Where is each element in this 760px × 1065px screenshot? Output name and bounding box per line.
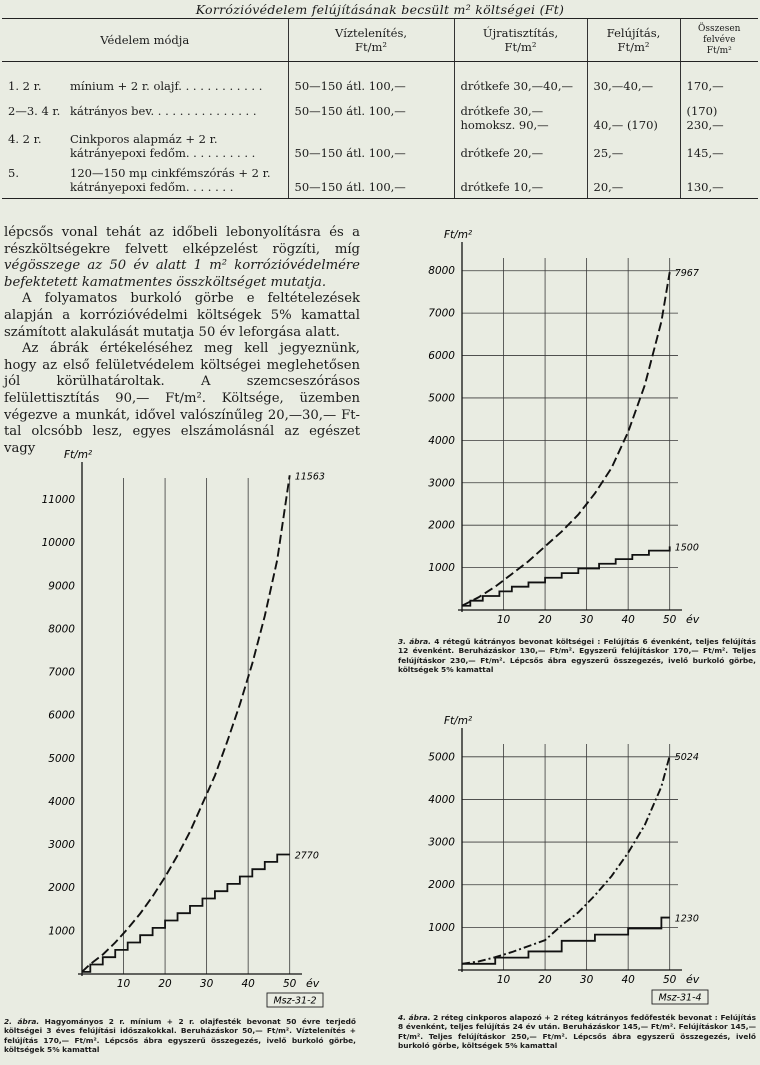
fig3-y-tick-label: 3000 [428, 477, 455, 490]
fig2-y-tick-label: 11000 [41, 494, 75, 507]
fig4-x-tick-label: 50 [663, 974, 677, 986]
row-clean: drótkefe 30,—40,— [454, 62, 587, 94]
row-method: kátrányos bev. . . . . . . . . . . . . . . [70, 104, 257, 118]
row-water: 50—150 átl. 100,— [288, 160, 454, 199]
fig3-end-value-label: 7967 [674, 268, 699, 280]
fig2-y-tick-label: 9000 [48, 580, 75, 593]
row-total: 145,— [680, 132, 758, 160]
header-method: Védelem módja [2, 19, 288, 62]
fig4-y-tick-label: 2000 [428, 879, 455, 892]
row-method: Cinkporos alapmáz + 2 r. kátrányepoxi fedőm. . . . . . . . . . [70, 132, 256, 160]
fig2-series-dashed [82, 475, 290, 972]
fig3-y-tick-label: 7000 [428, 307, 455, 320]
row-method: mínium + 2 r. olajf. . . . . . . . . . . . [70, 79, 263, 93]
fig3-y-tick-label: 8000 [428, 265, 455, 278]
fig2-series-step [82, 855, 290, 972]
row-renew: 30,—40,— [587, 62, 680, 94]
fig4-x-tick-label: 20 [538, 974, 552, 986]
row-number: 5. [8, 166, 19, 180]
fig2-y-tick-label: 8000 [48, 623, 75, 636]
row-clean: drótkefe 10,— [454, 160, 587, 199]
fig3-end-value-label: 1500 [674, 542, 699, 554]
row-number: 2—3. 4 r. [8, 104, 61, 118]
fig2-y-tick-label: 6000 [48, 709, 75, 722]
fig3-x-unit: év [686, 613, 700, 626]
fig4-y-tick-label: 3000 [428, 836, 455, 849]
row-water: 50—150 átl. 100,— [288, 62, 454, 94]
header-clean: Újratisztítás, Ft/m² [454, 19, 587, 62]
row-water: 50—150 átl. 100,— [288, 93, 454, 132]
fig3-x-tick-label: 10 [496, 614, 511, 626]
fig2-y-tick-label: 5000 [48, 752, 75, 765]
row-clean: drótkefe 30,— homoksz. 90,— [454, 93, 587, 132]
fig2-x-unit: év [306, 977, 320, 990]
body-paragraph: A folyamatos burkoló görbe e feltételezések alapján a korrózióvédelmi költségek 5% kamattal számított alakulását mutatja 50 év leforgása alatt. [4, 291, 360, 340]
fig4-x-unit: év [686, 973, 700, 986]
fig2-y-tick-label: 3000 [48, 839, 75, 852]
body-paragraph: lépcsős vonal tehát az időbeli lebonyolításra és a részköltségekre felvett elképzelést rögzíti, míg végösszege az 50 év alatt 1 m² korrózióvédelmére befektetett kamatmentes összköltséget mutatja. [4, 225, 360, 290]
fig2-x-tick-label: 50 [283, 978, 297, 990]
fig3-y-tick-label: 2000 [428, 519, 455, 532]
fig2-x-tick-label: 40 [241, 978, 255, 990]
fig2-end-value-label: 2770 [294, 850, 319, 862]
fig3-y-tick-label: 6000 [428, 350, 455, 363]
fig3-x-tick-label: 50 [663, 614, 677, 626]
fig4-y-tick-label: 1000 [428, 921, 455, 934]
fig3-y-tick-label: 1000 [428, 562, 455, 575]
fig3-y-tick-label: 5000 [428, 392, 455, 405]
fig2-x-tick-label: 10 [116, 978, 131, 990]
fig2-end-value-label: 11563 [294, 471, 325, 483]
fig2-stamp-label: Msz-31-2 [273, 995, 317, 1007]
row-water: 50—150 átl. 100,— [288, 132, 454, 160]
fig2-x-tick-label: 30 [199, 978, 214, 990]
figure-4-caption: 4. ábra. 2 réteg cinkporos alapozó + 2 réteg kátrányos fedőfesték bevonat : Felújítás 8 évenként, teljes felújítás 24 év után. Beruházáskor 145,— Ft/m². Felújításkor 145,— Ft/m². Teljes felújításkor 250,— Ft/m². Lépcsős ábra egyszerű összegezés, ivelő burkoló görbe, költségek 5% kamattal [398, 1013, 757, 1051]
fig4-y-tick-label: 4000 [428, 793, 455, 806]
fig4-x-tick-label: 40 [621, 974, 635, 986]
fig4-x-tick-label: 10 [496, 974, 511, 986]
body-paragraph: Az ábrák értékeléséhez meg kell jegyeznünk, hogy az első felületvédelem költségei meglehetősen jól körülhatároltak. A szemcseszórásos felülettisztítás 90,— Ft/m². Költsége, üzemben végezve a munkát, idővel valószínűleg 20,—30,— Ft-tal olcsóbb lesz, egyes elszámolásnál az egészet vagy [4, 341, 360, 456]
header-total: Összesen felvéve Ft/m² [680, 19, 758, 62]
table-title: Korrózióvédelem felújításának becsült m² költségei (Ft) [195, 2, 565, 17]
fig4-end-value-label: 5024 [674, 751, 699, 763]
fig2-y-unit: Ft/m² [64, 449, 93, 461]
fig2-y-tick-label: 7000 [48, 666, 75, 679]
row-number: 1. 2 r. [8, 79, 42, 93]
fig3-series-step [462, 546, 670, 605]
fig3-x-tick-label: 40 [621, 614, 635, 626]
row-method: 120—150 mμ cinkfémszórás + 2 r. kátrányepoxi fedőm. . . . . . . [70, 166, 271, 194]
figure-3-caption: 3. ábra. 4 rétegű kátrányos bevonat költségei : Felújítás 6 évenként, teljes felújítás 12 évenként. Beruházáskor 130,— Ft/m². Egyszerű felújításkor 170,— Ft/m². Teljes felújításkor 230,— Ft/m². Lépcsős ábra egyszerű összegezés, ivelő burkoló görbe, költségek 5% kamattal [398, 637, 756, 675]
fig2-x-tick-label: 20 [158, 978, 172, 990]
fig2-y-tick-label: 2000 [48, 882, 75, 895]
fig4-stamp-label: Msz-31-4 [658, 992, 702, 1004]
fig2-y-tick-label: 10000 [41, 537, 75, 550]
row-renew: 40,— (170) [587, 93, 680, 132]
row-renew: 25,— [587, 132, 680, 160]
fig3-x-tick-label: 20 [538, 614, 552, 626]
header-water: Víztelenítés, Ft/m² [288, 19, 454, 62]
fig3-x-tick-label: 30 [579, 614, 594, 626]
figure-2-caption: 2. ábra. Hagyományos 2 r. mínium + 2 r. olajfesték bevonat 50 évre terjedő költségei 3 éves felújítási időszakokkal. Beruházáskor 50,— Ft/m². Víztelenítés + felújítás 170,— Ft/m². Lépcsős ábra egyszerű összegezés, ivelő burkoló görbe, költségek 5% kamattal [4, 1017, 357, 1055]
fig4-end-value-label: 1230 [674, 913, 699, 925]
fig4-y-tick-label: 5000 [428, 751, 455, 764]
fig3-y-unit: Ft/m² [444, 229, 473, 241]
fig4-x-tick-label: 30 [579, 974, 594, 986]
fig3-y-tick-label: 4000 [428, 434, 455, 447]
header-renew: Felújítás, Ft/m² [587, 19, 680, 62]
row-clean: drótkefe 20,— [454, 132, 587, 160]
row-total: (170) 230,— [680, 93, 758, 132]
fig4-series-dashdot [462, 756, 670, 964]
row-total: 170,— [680, 62, 758, 94]
row-total: 130,— [680, 160, 758, 199]
fig2-y-tick-label: 1000 [48, 925, 75, 938]
row-number: 4. 2 r. [8, 132, 42, 146]
fig4-y-unit: Ft/m² [444, 715, 473, 727]
row-renew: 20,— [587, 160, 680, 199]
fig2-y-tick-label: 4000 [48, 795, 75, 808]
